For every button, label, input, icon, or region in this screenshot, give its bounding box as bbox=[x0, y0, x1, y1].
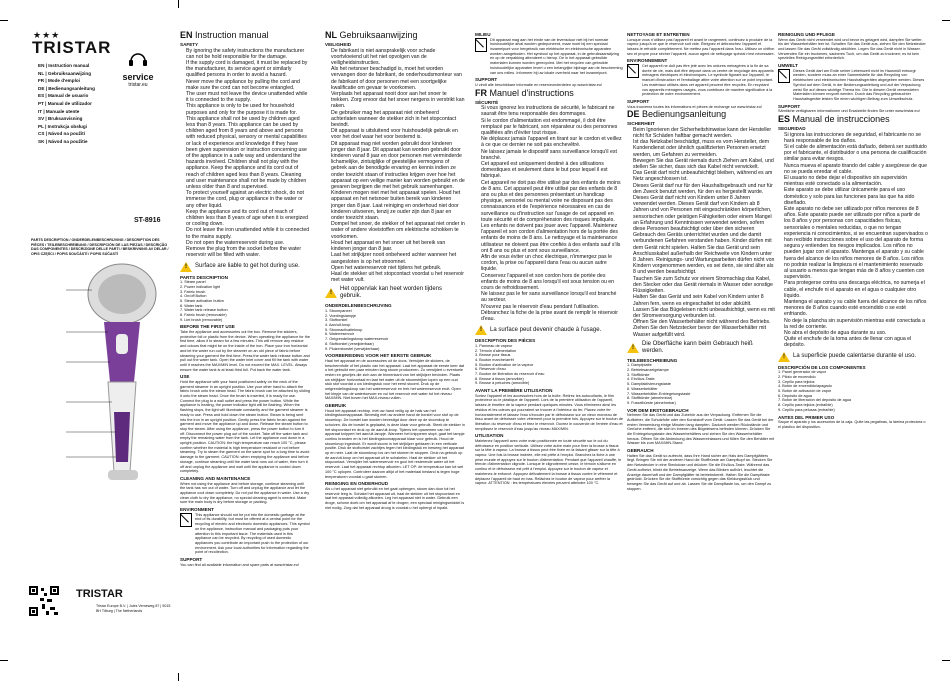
warning-icon bbox=[475, 325, 487, 335]
heading-support: SUPPORT bbox=[778, 103, 801, 109]
safety-list bbox=[778, 132, 928, 349]
lang-code: NL bbox=[325, 30, 337, 40]
section-title-text: Bedienungsanleitung bbox=[642, 109, 727, 120]
weee-bin-icon bbox=[475, 38, 487, 52]
list-item: 8. Stofborstel (verwijderbaar) bbox=[325, 341, 374, 346]
list-item: • This appliance is only to be used for household purposes and only for the purpose it is made for. bbox=[186, 103, 310, 115]
heading-first-use: AVANT LA PREMIÈRE UTILISATION bbox=[475, 388, 553, 394]
warning-icon bbox=[180, 262, 192, 272]
list-item: • Houd het apparaat en het snoer uit het bereik van kinderen jonger dan 8 jaar. bbox=[331, 240, 465, 252]
language-item: DE | Bedienungsanleitung bbox=[38, 85, 95, 91]
list-item: • Conservez l'appareil et son cordon hors de portée des enfants de moins de 8 ans lorsqu'il est sous tension ou en cours de refroidissement. bbox=[481, 273, 623, 292]
brand-stars: ★★★ bbox=[33, 30, 61, 40]
paragraph: Take the appliance and accessories out the box. Remove the stickers, protective foil or plastic from the device. When operating the appliance for the first time, allow it to steam for a few minutes. This will remove any residue and odours that might be on the inside of the iron. Place your iron horizontal and let the water run out by the steamer on an old piece of fabric before steaming your garment the first time. Press the water tank release button and pull out the water tank. Open the water inlet cover and fill the tank with water until it reaches the MAX/MIN level. Do not exceed the MAX. LEVEL. Always ensure the water tank is at least third full. Put back the water tank. bbox=[180, 330, 310, 372]
garment-steamer-illustration bbox=[64, 262, 176, 502]
heading-environment: UMWELT bbox=[778, 63, 798, 69]
language-item: ES | Manual de usuario bbox=[38, 93, 89, 99]
list-item: • Dit apparaat is uitsluitend voor huishoudelijk gebruik en voor het doel waar het voor bestemd is. bbox=[331, 128, 465, 140]
warning-icon bbox=[778, 352, 790, 362]
lang-code: ES bbox=[778, 113, 791, 124]
list-item: 4. Bouton marche/arrêt bbox=[475, 357, 514, 362]
heading-support: SUPPORT bbox=[475, 77, 498, 83]
weee-bin-icon bbox=[627, 64, 639, 78]
language-item: CS | Návod na použití bbox=[38, 131, 85, 137]
heading-first-use: BEFORE THE FIRST USE bbox=[180, 324, 235, 330]
heading-use: USE bbox=[180, 374, 190, 380]
column-fr bbox=[475, 30, 623, 670]
list-item: • Nunca mueva el aparato tirando del cable y asegúrese de que no se pueda enredar el cable. bbox=[784, 163, 928, 175]
list-item: 7. Ontgrendelingsknop waterreservoir bbox=[325, 337, 389, 342]
list-item: 1. Panneau de vapeur bbox=[475, 343, 513, 348]
section-title-text: Instruction manual bbox=[195, 30, 269, 40]
environment-block bbox=[475, 38, 623, 76]
paragraph: Houd het apparaat rechtop, met uw hand veilig op de hals van het kledingstoomapparaat. Bevestig met uw andere hand de borstel voor stof op de stoomkop. De borstel kan worden bevestigd door deze op de stoomkop te schuiven. Als de borstel is geplaatst, is deze klaar voor gebruik. Steek de stekker in het stopcontact en druk op de aan/uit-knop. Tijdens het opwarmen van het apparaat knippert het aan/uit-lampje. Wanneer het knipperen stopt, gaat het lampje continu branden en is het kledingstoomapparaat klaar voor gebruik. Houd de stoomknop ingedrukt. Er wordt stoom in het strijkijzer geblazen in een verticale positie. Druk de stofborstel zachtjes tegen het kledingstuk en beweeg het apparaat op en neer. Laat de stoomknop los om het stomen te stoppen. Druk na gebruik op de aan/uit-knop om het apparaat uit te schakelen. Haal de stekker uit het stopcontact. Verwijder het waterreservoir en gooi het resterende water uit het reservoir. Laat het apparaat rechtop afkoelen. LET OP: de temperatuur kan tot wel 100 °C oplopen. Controleer daarom altijd of het materiaal bestand is tegen hoge temperaturen voordat u gaat stomen. bbox=[325, 408, 465, 479]
list-item: 8. Fabric brush (removable) bbox=[180, 313, 227, 318]
list-item: • Cet appareil est uniquement destiné à des utilisations domestiques et seulement dans le but pour lequel il est fabriqué. bbox=[481, 161, 623, 180]
hot-surface-warning bbox=[627, 341, 775, 355]
paragraph: Lorsque vous n'utilisez pas l'appareil et avant le rangement, continuez à produire de la vapeur jusqu'à ce que le réservoir soit vide. Éteignez et débranchez l'appareil et laissez-le refroidir complètement. Ne mettez pas l'appareil dans l'eau. Utilisez un chiffon sec et propre pour sécher l'appareil, aucun agent de nettoyage spécial n'est nécessaire. bbox=[627, 37, 775, 56]
list-item: • Das Gerät darf nicht unbeaufsichtigt bleiben, während es am Netz angeschlossen ist. bbox=[633, 170, 775, 182]
list-item: • Cet appareil ne doit pas être utilisé par des enfants de moins de 8 ans. Cet appareil peut être utilisé par des enfants de 8 ans ou plus et des personnes présentant un handicap physique, sensoriel ou mental voire ne disposant pas des connaissances et de l'expérience nécessaires en cas de surveillance ou d'instruction sur l'usage de cet appareil en toute sécurité et de compréhension des risques impliqués. Les enfants ne doivent pas jouer avec l'appareil. Maintenez l'appareil et son cordon d'alimentation hors de la portée des enfants de moins de 8 ans. Le nettoyage et la maintenance utilisateur ne doivent pas être confiés à des enfants sauf s'ils ont 8 ans ou plus et sont sous surveillance. bbox=[481, 180, 623, 254]
list-item: • Ne laissez jamais le dispositif sans surveillance lorsqu'il est branché. bbox=[481, 149, 623, 161]
crop-mark bbox=[178, 0, 179, 8]
list-item: • Do not open the waterreservoir during use. bbox=[186, 240, 310, 246]
heading-first-use: VOR DEM ERSTGEBRAUCH bbox=[627, 407, 689, 413]
heading-safety: SICHERHEIT bbox=[627, 121, 655, 127]
paragraph: Hold the appliance with your hand positioned safely on the neck of the garment steamer in an upright position. Use your other hand to attach the fabric brush onto the steam head. The fabric brush can be attached by sliding it onto the steam head. Once the brush is inserted, it is ready for use. Connect the plug to a wall outlet and press the power button. While the appliance is heating, the power indicator light will be flashing. When the flashing stops, the light will illuminate constantly and the garment steamer is ready to use. Press and hold down the steam button. Steam is being sent into the iron in an upright position. Gently press the fabric brush against the garment and move the appliance up and down. Release the steam button to stop the steam. After using the appliance, press the power button to turn it off. Disconnect the power plug out of the socket. Take off the water tank and empty the remaining water from the tank. Let the appliance cool down in a upright position. CAUTION: the high temperature can reach 100 °C, please confirm whether the material is high temperature resistant or not before steaming. Try to steam the garment on the same spot for a long time to avoid damage to the garment. CAUTION: when emptying the appliance and before storage, continue steaming until the water tank runs out of water, then turn it off and unplug the appliance and wait until the appliance is cooled down completely. bbox=[180, 379, 310, 474]
heading-first-use: ANTES DEL PRIMER USO bbox=[778, 414, 835, 420]
list-item: • Beim Ignorieren der Sicherheitshinweise kann der Hersteller nicht für Schäden haftbar gemacht werden. bbox=[633, 127, 775, 139]
warning-text: La superficie puede calentarse durante el uso. bbox=[793, 353, 917, 360]
list-item: • De fabrikant is niet aansprakelijk voor schade voortvloeiend uit het niet opvolgen van de veiligheidsinstructies. bbox=[331, 48, 465, 67]
crop-mark bbox=[942, 20, 950, 21]
heading-cleaning: NETTOYAGE ET ENTRETIEN bbox=[627, 32, 690, 37]
list-item: • Para protegerse contra una descarga eléctrica, no sumerja el cable, el enchufe ni el aparato en el agua o cualquier otro líquido. bbox=[784, 280, 928, 299]
heading-support: SUPPORT bbox=[180, 557, 203, 563]
list-item: 1. Stoompaneel bbox=[325, 308, 352, 313]
list-item: 4. On/off Button bbox=[180, 294, 207, 299]
list-item: • The user must not leave the device unattended while it is connected to the supply. bbox=[186, 91, 310, 103]
list-item: • De gebruiker mag het apparaat niet onbeheerd achterlaten wanneer de stekker zich in het stopcontact bevindt. bbox=[331, 110, 465, 129]
cover-panel bbox=[0, 0, 178, 681]
heading-safety: SAFETY bbox=[180, 42, 199, 47]
paragraph: Sämtliche verfügbaren Informationen und Ersatzteile finden Sie unter www.tristar.eu! bbox=[778, 109, 920, 114]
list-item: 7. Wasserbehälter-Entriegelungstaste bbox=[627, 391, 691, 396]
paragraph: U vindt alle beschikbare informatie en reserveonderdelen op www.tristar.eu! bbox=[475, 82, 603, 87]
safety-list bbox=[627, 127, 775, 338]
section-title-nl bbox=[325, 30, 465, 40]
footer-brand-logo: TRISTAR bbox=[76, 588, 123, 600]
hot-surface-warning bbox=[778, 352, 928, 362]
language-item: SV | Bruksanvisning bbox=[38, 116, 83, 122]
list-item: 5. Steam activation button bbox=[180, 298, 224, 303]
list-item: • Never move the appliance by pulling the cord and make sure the cord can not become entangled. bbox=[186, 79, 310, 91]
heading-environment: ENVIRONNEMENT bbox=[627, 58, 668, 64]
heading-safety: SÉCURITÉ bbox=[475, 99, 499, 105]
list-item: 1. Steam panel bbox=[180, 280, 206, 285]
list-item: 1. Dampfplatte bbox=[627, 363, 652, 368]
language-item: IT | Manuale utente bbox=[38, 108, 80, 114]
list-item: • Si le cordon d'alimentation est endommagé, il doit être remplacé par le fabricant, son réparateur ou des personnes qualifiées afin d'éviter tout risque. bbox=[481, 118, 623, 137]
language-list bbox=[38, 62, 95, 146]
list-item: • Débranchez la fiche de la prise avant de remplir le réservoir d'eau. bbox=[481, 310, 623, 322]
list-item: • No abra el depósito de agua durante su uso. bbox=[784, 330, 928, 336]
list-item: • Ne laissez pas le fer sans surveillance lorsqu'il est branché au secteur. bbox=[481, 291, 623, 303]
language-item: FR | Mode d'emploi bbox=[38, 78, 80, 84]
list-item: 3. Fabric brush bbox=[180, 289, 206, 294]
warning-text: Surface are liable to get hot during use. bbox=[195, 263, 300, 269]
environment-block bbox=[778, 69, 928, 102]
list-item: 8. Stoffbürste (abnehmbar) bbox=[627, 396, 673, 401]
list-item: • Dieses Gerät darf nur für den Haushaltsgebrauch und nur für den Zweck benutzt werden, für den es hergestellt wurde. bbox=[633, 183, 775, 195]
list-item: • Dit apparaat mag niet worden gebruikt door kinderen jonger dan 8 jaar. Dit apparaat kan worden gebruikt door kinderen vanaf 8 jaar en door personen met verminderde lichamelijke, zintuiglijke of geestelijke vermogens of gebrek aan de benodigde ervaring en kennis indien ze onder toezicht staan of instructies krijgen over hoe het apparaat op een veilige manier kan worden gebruikt en de gevaren begrijpen die met het gebruik samenhangen. Kinderen mogen niet met het apparaat spelen. Houd het apparaat en het netsnoer buiten bereik van kinderen jonger dan 8 jaar. Laat reiniging en onderhoud niet door kinderen uitvoeren, tenzij ze ouder zijn dan 8 jaar en onder toezicht staan. bbox=[331, 141, 465, 222]
list-item: 6. Water tank bbox=[180, 303, 203, 308]
heading-safety: SEGURIDAD bbox=[778, 125, 806, 131]
parts-description-heading: PARTS DESCRIPTION / ONDERDELENBESCHRIJVING / DESCRIPTION DES PIÈCES / TEILEBESCHREIBUNG / DESCRIPCIÓN DE LAS PIEZAS / DESCRIÇÃO DAS COMPONENTES / DESCRIZIONE DELLE PARTI / BESKRIVNING AV DELAR / OPIS CZĘŚCI / POPIS SOUČÁSTÍ / POPIS SÚČASTÍ bbox=[31, 238, 169, 256]
list-item: 6. Waterreservoir bbox=[325, 332, 354, 337]
hot-surface-warning bbox=[475, 325, 623, 335]
list-item: • Este aparato se debe utilizar únicamente para el uso doméstico y solo para las funciones para las que ha sido diseñado. bbox=[784, 187, 928, 206]
list-item: • Ziehen Sie den Netzstecker bevor der Wasserbehälter mit Wasser aufgefüllt wird. bbox=[633, 325, 775, 337]
paragraph: Nehmen Sie das Gerät und das Zubehör aus der Verpackung. Entfernen Sie die Aufkleber, die Schutzfolie oder den Kunststoff vom Gerät. Lassen Sie das Gerät bei der ersten Verwendung einige Minuten lang dampfen. Dadurch werden Rückstände und Gerüche entfernt, die sich im Inneren des Bügeleisens befinden können. Drücken Sie die Entriegelungstaste des Wasserbehälters und ziehen Sie den Wasserbehälter heraus. Öffnen Sie die Abdeckung des Wassereinlasses und füllen Sie den Behälter mit Wasser bis zum MAX/MIN-Stand. bbox=[627, 413, 775, 446]
paragraph: Wenn das Gerät nicht verwendet wird und bevor es gelagert wird, dampfen Sie weiter, bis der Wasserbehälter leer ist. Schalten Sie das Gerät aus, ziehen Sie den Netzstecker und lassen Sie das Gerät vollständig abkühlen. Legen Sie das Gerät nicht in Wasser. Verwenden Sie ein trockenes, sauberes Tuch, um das Gerät zu trocknen; es ist kein spezielles Reinigungsmittel erforderlich. bbox=[778, 37, 926, 61]
column-de bbox=[627, 30, 775, 670]
column-es bbox=[778, 30, 928, 670]
column-nl bbox=[325, 30, 465, 670]
list-item: 7. Bouton de libération du réservoir d'eau bbox=[475, 372, 545, 377]
heading-support: SUPPORT bbox=[627, 98, 650, 104]
list-item: • Tauchen Sie zum Schutz vor einem Stromschlag das Kabel, den Stecker oder das Gerät niemals in Wasser oder sonstige Flüssigkeiten. bbox=[633, 276, 775, 295]
service-url: tristar.eu bbox=[128, 82, 148, 88]
language-item: SK | Návod na použitie bbox=[38, 138, 88, 144]
safety-list bbox=[180, 48, 310, 259]
section-title-es bbox=[778, 114, 928, 124]
paragraph: Halten Sie das Gerät so aufrecht, dass Ihre Hand sicher am Hals des Dampfglätters liegt. Bringen Sie mit der anderen Hand die Stoffbürste am Dampfkopf an. Stecken Sie den Netzstecker in eine Steckdose und drücken Sie die Ein/Aus-Taste. Während das Gerät aufheizt, blinkt die Betriebsanzeige. Wenn das Blinken aufhört, leuchtet die Anzeige dauerhaft und der Dampfglätter ist betriebsbereit. Halten Sie die Dampftaste gedrückt. Drücken Sie die Stoffbürste vorsichtig gegen das Kleidungsstück und bewegen Sie das Gerät auf und ab. Lassen Sie die Dampftaste los, um den Dampf zu stoppen. bbox=[627, 453, 773, 491]
heading-cleaning: REINIGING EN ONDERHOUD bbox=[325, 481, 389, 487]
list-item: • This appliance shall not be used by children aged less than 8 years. This appliance can be used by children aged from 8 years and above and persons with reduced physical, sensory or mental capabilities or lack of experience and knowledge if they have been given supervision or instruction concerning use of the appliance in a safe way and understand the hazards involved. Children shall not play with the appliance. Keep the appliance and its cord out of reach of children aged less than 8 years. Cleaning and user maintenance shall not be made by children unless older than 8 and supervised. bbox=[186, 116, 310, 190]
crop-mark bbox=[178, 673, 179, 681]
language-item: PL | Instrukcja obsługi bbox=[38, 123, 87, 129]
list-item: • El usuario no debe dejar el dispositivo sin supervisión mientras esté conectado a la alimentación. bbox=[784, 175, 928, 187]
list-item: 7. Botón de liberación del depósito de agua bbox=[778, 398, 852, 403]
crop-mark bbox=[0, 660, 8, 661]
warning-text: La surface peut devenir chaude à l'usage. bbox=[490, 326, 602, 333]
service-label: service bbox=[122, 72, 154, 82]
lang-code: EN bbox=[180, 30, 193, 40]
safety-list bbox=[475, 105, 623, 322]
paragraph: Sortez l'appareil et les accessoires hors de la boîte. Retirez les autocollants, le film protecteur ou le plastique de l'appareil. Lors de la première utilisation de l'appareil, laissez-le émettre de la vapeur pendant quelques minutes. Vous éliminerez ainsi les résidus et les odeurs qui pourraient se trouver à l'intérieur du fer. Placez votre fer horizontalement et laissez l'eau s'écouler par le défroisseur sur un vieux morceau de tissu avant de défroisser votre vêtement pour la première fois. Appuyez sur le bouton de libération du réservoir d'eau et tirez le réservoir. Ouvrez le couvercle de l'entrée d'eau et remplissez le réservoir d'eau jusqu'au niveau MAX/MIN. bbox=[475, 393, 623, 431]
list-item: • Ne déplacez jamais l'appareil en tirant sur le cordon et veillez à ce que ce dernier ne soit pas enchevêtré. bbox=[481, 136, 623, 148]
list-item: 4. Aan/uit-knop bbox=[325, 323, 351, 328]
paragraph: Vous trouverez toutes les informations et pièces de rechange sur www.tristar.eu! bbox=[627, 104, 762, 109]
list-item: • Open het waterreservoir niet tijdens het gebruik. bbox=[331, 265, 465, 271]
list-item: • Remove the plug from the socket before the water reservoir will be filled with water. bbox=[186, 246, 310, 258]
crop-mark bbox=[0, 20, 8, 21]
list-item: 5. Dampfaktivierungstaste bbox=[627, 382, 671, 387]
heading-cleaning: REINIGUNG UND PFLEGE bbox=[778, 32, 835, 37]
list-item: • Do not leave the iron unattended while it is connected to the mains supply. bbox=[186, 227, 310, 239]
heading-safety: VEILIGHEID bbox=[325, 42, 352, 47]
list-item: • N'ouvrez pas le réservoir d'eau pendant l'utilisation. bbox=[481, 304, 623, 310]
list-item: 7. Water tank release button bbox=[180, 308, 228, 313]
heading-parts: DESCRIPTION DES PIÈCES bbox=[475, 338, 536, 344]
list-item: 9. Lint brush (removable) bbox=[180, 317, 223, 322]
crop-mark bbox=[942, 660, 950, 661]
heading-parts: ONDERDELENBESCHRIJVING bbox=[325, 303, 392, 309]
list-item: 2. Power indication light bbox=[180, 284, 221, 289]
list-item: • Bewegen Sie das Gerät niemals durch Ziehen am Kabel, und stellen Sie sicher, dass sich das Kabel nicht verwickelt. bbox=[633, 158, 775, 170]
list-item: • Si el cable de alimentación está dañado, deberá ser sustituido por el fabricante, el distribuidor o una persona de cualificación similar para evitar riesgos. bbox=[784, 144, 928, 163]
lang-code: FR bbox=[475, 87, 487, 98]
list-item: 6. Réservoir d'eau bbox=[475, 367, 506, 372]
qr-code bbox=[28, 585, 60, 617]
language-item: NL | Gebruiksaanwijzing bbox=[38, 70, 92, 76]
list-item: 3. Stofborstel bbox=[325, 318, 348, 323]
section-title-text: Manual de instrucciones bbox=[792, 113, 890, 124]
list-item: 9. Cepillo para pelusas (extraíble) bbox=[778, 407, 835, 412]
heading-environment: ENVIRONMENT bbox=[180, 507, 214, 513]
list-item: • Halten Sie das Gerät und sein Kabel von Kindern unter 8 Jahren fern, wenn es eingeschaltet ist oder abkühlt. bbox=[633, 294, 775, 306]
model-number: ST-8916 bbox=[134, 217, 161, 224]
paragraph: Haal het apparaat en de accessoires uit de doos. Verwijder de stickers, de beschermfolie of het plastic van het apparaat. Laat het apparaat de eerste keer dat u het gebruikt een paar minuten lang stoom produceren. Zo verwijdert u eventuele resten en geurtjes die zich aan de binnenkant van het strijkijzer bevinden. Plaats uw strijkijzer horizontaal en laat het water uit de stoomstrijker lopen op een oud stuk stof voordat u uw kledingstuk voor het eerst stoomt. Druk op de ontgrendelingsknop van het waterreservoir en trek het waterreservoir eruit. Open het klepje van de watertoevoer en vul het reservoir met water tot het niveau MAX/MIN. Niet boven het MAX-niveau vullen. bbox=[325, 358, 465, 401]
list-item: 4. Ein/Aus-Taste bbox=[627, 377, 655, 382]
company-address: Tristar Europe B.V. | Jules Verneweg 87 | 5015 BH Tilburg | The Netherlands bbox=[96, 604, 171, 613]
column-en bbox=[180, 30, 310, 670]
service-badge bbox=[112, 50, 164, 88]
list-item: 4. Botón de encendido/apagado bbox=[778, 384, 832, 389]
paragraph: Maintenez l'appareil avec votre main positionnée en toute sécurité sur le col du défroisseur en position verticale. Utilisez votre autre main pour fixer la brosse à tissus sur la tête à vapeur. La brosse à tissus peut être fixée en la faisant glisser sur la tête à vapeur. Une fois la brosse insérée, elle est prête à l'emploi. Branchez la fiche à une prise murale et appuyez sur le bouton d'alimentation. Pendant que l'appareil chauffe, le témoin d'alimentation clignote. Lorsque le clignotement cesse, le témoin s'allume en continu et le défroisseur est prêt à l'emploi. Appuyez sur le bouton de vapeur et maintenez-le enfoncé. Appuyez délicatement la brosse à tissus contre le vêtement et déplacez l'appareil de haut en bas. Relâchez le bouton de vapeur pour arrêter la vapeur. ATTENTION : les températures élevées peuvent atteindre 100 °C. bbox=[475, 438, 622, 486]
list-item: • If the supply cord is damaged, it must be replaced by the manufacturer, its service agent or similarly qualified persons in order to avoid a hazard. bbox=[186, 60, 310, 79]
list-item: • Als het netsnoer beschadigd is, moet het worden vervangen door de fabrikant, de onderhoudsmonteur van de fabrikant of door personen met een soortgelijke kwalificatie om gevaar te voorkomen. bbox=[331, 66, 465, 91]
heading-parts: TEILEBESCHREIBUNG bbox=[627, 357, 678, 363]
heading-use: UTILISATION bbox=[475, 433, 504, 439]
list-item: 9. Fusselbürste (abnehmbar) bbox=[627, 400, 676, 405]
paragraph: This appliance should not be put into the domestic garbage at the end of its durability, but must be offered at a central point for the recycling of electric and electronic domestic appliances. This symbol on the appliance, instruction manual and packaging puts your attention to this important issue. The materials used in this appliance can be recycled. By recycling of used domestic appliances you contribute an important push to the protection of our environment. Ask your local authorities for information regarding the point of recollection. bbox=[195, 512, 310, 555]
section-title-fr bbox=[475, 88, 623, 98]
list-item: 8. Cepillo para tejidos (extraíble) bbox=[778, 403, 833, 408]
section-title-text: Manuel d'instructions bbox=[489, 87, 574, 98]
warning-icon bbox=[627, 343, 639, 353]
list-item: • Öffnen Sie den Wasserbehälter nicht während des Betriebs. bbox=[633, 319, 775, 325]
list-item: • Quite el enchufe de la toma antes de llenar con agua el depósito. bbox=[784, 336, 928, 348]
heading-use: GEBRAUCH bbox=[627, 448, 654, 454]
weee-bin-icon bbox=[778, 69, 790, 83]
list-item: • By ignoring the safety instructions the manufacturer can not be hold responsible for the damage. bbox=[186, 48, 310, 60]
list-item: • Lassen Sie das Bügeleisen nicht unbeaufsichtigt, wenn es mit der Stromversorgung verbunden ist. bbox=[633, 307, 775, 319]
list-item: • Haal de stekker uit het stopcontact voordat u het reservoir met water vult. bbox=[331, 271, 465, 283]
heading-environment: MILIEU bbox=[475, 32, 491, 37]
list-item: • Dompel het snoer, de stekker of het apparaat niet onder in water of andere vloeistoffen om elektrische schokken te voorkomen. bbox=[331, 221, 465, 240]
heading-cleaning: CLEANING AND MAINTENANCE bbox=[180, 476, 251, 481]
heading-parts: PARTS DESCRIPTION bbox=[180, 274, 228, 280]
list-item: 6. Wasserbehälter bbox=[627, 386, 658, 391]
list-item: 3. Cepillo para tejidos bbox=[778, 379, 815, 384]
list-item: 5. Stoomactivatieknop bbox=[325, 327, 363, 332]
list-item: 8. Brosse à tissus (amovible) bbox=[475, 376, 524, 381]
list-item: 9. Pluizenborstel (verwijderbaar) bbox=[325, 346, 380, 351]
warning-text: Het oppervlak kan heet worden tijdens gebruik. bbox=[340, 286, 443, 300]
list-item: • Keep the appliance and its cord out of reach of children less than 8 years of age when it is energized or cooling down. bbox=[186, 209, 310, 228]
list-item: • Mantenga el aparato y su cable fuera del alcance de los niños menores de 8 años cuando esté encendido o se esté enfriando. bbox=[784, 299, 928, 318]
list-item: 6. Depósito de agua bbox=[778, 393, 812, 398]
list-item: • Si vous ignorez les instructions de sécurité, le fabricant ne saurait être tenu responsable des dommages. bbox=[481, 105, 623, 117]
warning-text: Die Oberfläche kann beim Gebrauch heiß werden. bbox=[642, 340, 753, 354]
paragraph: When not using the appliance and before storage, continue steaming until the tank has run out of water. Turn off and unplug the appliance and let the appliance cool down completely. Do not put the appliance in water. Use a dry clean cloth to dry the appliance, no special cleaning agent is needed. Make sure the main body is dry before storage or packing. bbox=[180, 481, 310, 505]
list-item: 2. Témoin d'alimentation bbox=[475, 348, 517, 353]
heading-use: GEBRUIK bbox=[325, 403, 347, 409]
list-item: • Afin de vous éviter un choc électrique, n'immergez pas le cordon, la prise ou l'appareil dans l'eau ou aucun autre liquide. bbox=[481, 254, 623, 273]
lang-code: DE bbox=[627, 109, 640, 120]
paragraph: Cet appareil ne doit pas être jeté avec les ordures ménagères à la fin de sa durée de vie, mais doit être déposé dans un centre de recyclage des appareils ménagers électriques et électroniques. Le symbole figurant sur l'appareil, le manuel d'instruction et l'emballage attire votre attention sur ce point important. Les matériaux utilisés dans cet appareil peuvent être recyclés. En recyclant vos appareils ménagers usagés, vous contribuez de manière significative à la protection de notre environnement. bbox=[642, 64, 774, 97]
list-item: • Este aparato no debe ser utilizado por niños menores de 8 años. Este aparato puede ser utilizado por niños a partir de los 8 años y por personas con capacidades físicas, sensoriales o mentales reducidas, o que no tengan experiencia ni conocimientos, si se encuentran supervisados o han recibido instrucciones sobre el uso del aparato de forma segura y entienden los riesgos implicados. Los niños no pueden jugar con el aparato. Mantenga el aparato y su cable fuera del alcance de los niños menores de 8 años. Los niños no podrán realizar la limpieza ni el mantenimiento reservado al usuario a menos que tengan más de 8 años y cuenten con supervisión. bbox=[784, 206, 928, 280]
list-item: 5. Bouton d'activation de la vapeur bbox=[475, 362, 534, 367]
list-item: • No deje la plancha sin supervisión mientras esté conectada a la red de corriente. bbox=[784, 318, 928, 330]
list-item: 5. Botón de activación de vapor bbox=[778, 389, 832, 394]
paragraph: Dit apparaat mag aan het einde van de levensduur niet bij het normale huishoudelijke afval worden gedeponeerd, maar moet bij een speciaal inzamelpunt voor hergebruik van elektrische en elektronische apparaten worden aangeboden. Het symbool op het apparaat, in de gebruiksaanwijzing en op de verpakking attendeert u hierop. De in het apparaat gebruikte materialen kunnen worden gerecycled. Met het recyclen van gebruikte huishoudelijke apparaten levert u een belangrijke bijdrage aan de bescherming van ons milieu. Informeer bij uw lokale overheid naar het inzamelpunt. bbox=[490, 37, 623, 75]
list-item: • Si ignora las instrucciones de seguridad, el fabricante no se hará responsable de los daños. bbox=[784, 132, 928, 144]
language-item: PT | Manual de utilizador bbox=[38, 100, 92, 106]
language-item: EN | Instruction manual bbox=[38, 63, 90, 68]
section-title-en bbox=[180, 30, 310, 40]
section-title-text: Gebruiksaanwijzing bbox=[339, 30, 418, 40]
environment-block bbox=[627, 64, 775, 97]
paragraph: Dieses Gerät darf am Ende seiner Lebenszeit nicht im Hausmüll entsorgt werden, sondern muss an einer Sammelstelle für das Recycling von elektrischen und elektronischen Haushaltsgeräten abgegeben werden. Dieses Symbol auf dem Gerät, in der Bedienungsanleitung und auf der Verpackung weist Sie auf dieses wichtige Thema hin. Die in diesem Gerät verwendeten Materialien können recycelt werden. Durch das Recycling gebrauchter Haushaltsgeräte leisten Sie einen wichtigen Beitrag zum Umweltschutz. bbox=[793, 68, 925, 101]
paragraph: Als u het apparaat niet gebruikt en het gaat opbergen, stoom dan door tot het reservoir leeg is. Schakel het apparaat uit, haal de stekker uit het stopcontact en laat het apparaat volledig afkoelen. Leg het apparaat niet in water. Gebruik een droge, schone doek om het apparaat af te drogen; een speciaal reinigingsmiddel is niet nodig. Zorg dat het apparaat droog is voordat u het opbergt of inpakt. bbox=[325, 486, 465, 510]
hot-surface-warning bbox=[180, 262, 310, 272]
heading-first-use: VOORBEREIDING VOOR HET EERSTE GEBRUIK bbox=[325, 353, 432, 359]
safety-list bbox=[325, 48, 465, 284]
list-item: • Ist das Netzkabel beschädigt, muss es vom Hersteller, dem Kundendienst oder ähnlich qualifizierten Personen ersetzt werden, um Gefahren zu vermeiden. bbox=[633, 139, 775, 158]
list-item: • To protect yourself against an electric shock, do not immerse the cord, plug or appliance in the water or any other liquid. bbox=[186, 190, 310, 209]
environment-block bbox=[180, 513, 310, 555]
hot-surface-warning bbox=[325, 286, 465, 300]
warning-icon bbox=[325, 288, 337, 298]
paragraph: You can find all available information and spare parts at www.tristar.eu! bbox=[180, 562, 299, 567]
list-item: 2. Betriebsanzeigelampe bbox=[627, 368, 669, 373]
list-item: • Dieses Gerät darf nicht von Kindern unter 8 Jahren verwendet werden. Dieses Gerät darf von Kindern ab 8 Jahren und von Personen mit eingeschränkten körperlichen, sensorischen oder geistigen Fähigkeiten oder einem Mangel an Erfahrung und Kenntnissen verwendet werden, sofern diese Personen beaufsichtigt oder über den sicheren Gebrauch des Geräts unterrichtet wurden und die damit verbundenen Gefahren verstanden haben. Kinder dürfen mit dem Gerät nicht spielen. Halten Sie das Gerät und sein Anschlusskabel außerhalb der Reichweite von Kindern unter 8 Jahren. Reinigungs- und Wartungsarbeiten dürfen nicht von Kindern vorgenommen werden, es sei denn, sie sind älter als 8 und werden beaufsichtigt. bbox=[633, 195, 775, 276]
list-item: • Verplaats het apparaat nooit door aan het snoer te trekken. Zorg ervoor dat het snoer nergens in verstrikt kan raken. bbox=[331, 91, 465, 110]
paragraph: Saque el aparato y los accesorios de la caja. Quite las pegatinas, la lámina protectora o el plástico del dispositivo. bbox=[778, 420, 926, 429]
list-item: 1. Panel generador de vapor bbox=[778, 370, 827, 375]
list-item: 3. Brosse pour tissus bbox=[475, 353, 511, 358]
list-item: 2. Voedingslampje bbox=[325, 313, 357, 318]
brand-logo: TRISTAR bbox=[32, 38, 112, 57]
list-item: 2. Piloto de encendido bbox=[778, 374, 816, 379]
section-title-de bbox=[627, 109, 775, 119]
headset-icon bbox=[128, 50, 148, 68]
list-item: • Laat het strijkijzer nooit onbeheerd achter wanneer het aangesloten is op het stroomnet. bbox=[331, 252, 465, 264]
list-item: 3. Stoffbürste bbox=[627, 372, 650, 377]
heading-parts: DESCRIPCIÓN DE LOS COMPONENTES bbox=[778, 364, 866, 370]
list-item: 9. Brosse à peluches (amovible) bbox=[475, 381, 530, 386]
weee-bin-icon bbox=[180, 513, 192, 527]
